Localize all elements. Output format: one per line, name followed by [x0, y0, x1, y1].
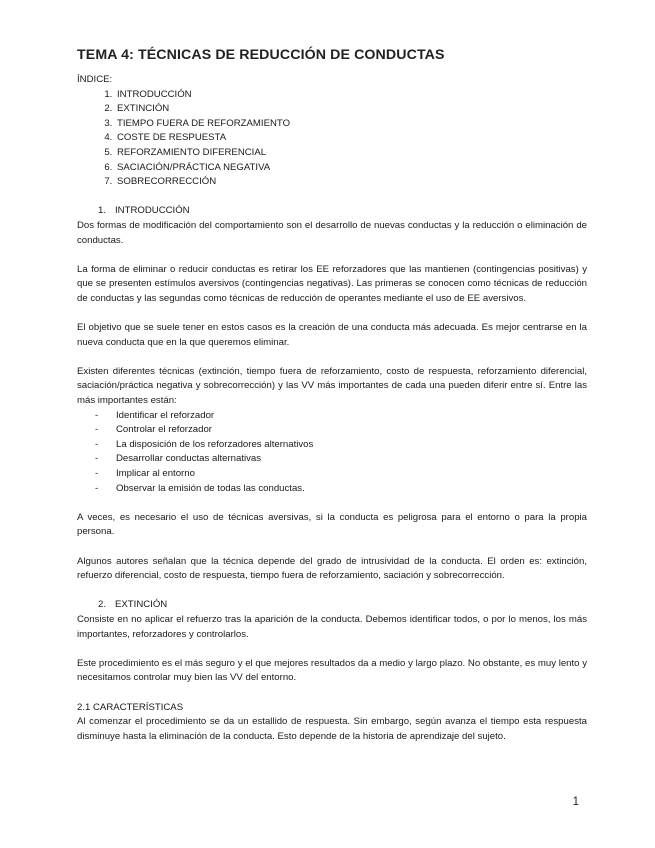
paragraph: Consiste en no aplicar el refuerzo tras la aparición de la conducta. Debemos identificar todos, o por lo menos, los más importantes, reforzadores y controlarlos. — [77, 613, 587, 640]
paragraph: Dos formas de modificación del comportamiento son el desarrollo de nuevas conductas y la reducción o eliminación de conductas. — [77, 219, 587, 246]
section-title: INTRODUCCIÓN — [115, 205, 190, 217]
list-item: - Controlar el reforzador — [95, 423, 587, 438]
paragraph: Existen diferentes técnicas (extinción, tiempo fuera de reforzamiento, costo de respuesta, reforzamiento diferencial, saciación/práctica negativa y sobrecorrección) y las VV más importantes de cada una pueden diferir entre sí. Entre las más importantes están: — [77, 365, 587, 407]
list-item: - Identificar el reforzador — [95, 409, 587, 424]
index-item: 4. COSTE DE RESPUESTA — [115, 131, 587, 146]
section-number: 1. — [98, 205, 107, 217]
bullet-list — [77, 409, 587, 497]
page-number: 1 — [572, 796, 579, 808]
paragraph: La forma de eliminar o reducir conductas es retirar los EE reforzadores que las mantienen (contingencias positivas) y que se presenten estímulos aversivos (contingencias negativas). Las primeras se conocen como técnicas de reducción de conductas y las segundas como técnicas de reducción de operantes mediante el uso de EE aversivos. — [77, 263, 587, 304]
index-list — [77, 88, 587, 190]
list-item: - Desarrollar conductas alternativas — [95, 452, 587, 467]
section-title: EXTINCIÓN — [115, 599, 168, 611]
index-item: 5. REFORZAMIENTO DIFERENCIAL — [115, 146, 587, 161]
index-item: 7. SOBRECORRECCIÓN — [115, 175, 587, 190]
index-item: 6. SACIACIÓN/PRÁCTICA NEGATIVA — [115, 161, 587, 176]
subsection-heading: 2.1 CARACTERÍSTICAS — [77, 701, 184, 713]
index-item: 2. EXTINCIÓN — [115, 102, 587, 117]
paragraph: Este procedimiento es el más seguro y el que mejores resultados da a medio y largo plazo. No obstante, es muy lento y necesitamos controlar muy bien las VV del entorno. — [77, 657, 587, 684]
section-number: 2. — [98, 599, 107, 611]
section-heading-extincion — [77, 598, 587, 613]
index-item: 3. TIEMPO FUERA DE REFORZAMIENTO — [115, 117, 587, 132]
index-label: ÍNDICE: — [77, 74, 113, 85]
list-item: - Implicar al entorno — [95, 467, 587, 482]
paragraph: Algunos autores señalan que la técnica depende del grado de intrusividad de la conducta. El orden es: extinción, refuerzo diferencial, costo de respuesta, tiempo fuera de reforzamiento, saciación y sobrecorrección. — [77, 555, 587, 582]
paragraph: El objetivo que se suele tener en estos casos es la creación de una conducta más adecuada. Es mejor centrarse en la nueva conducta que en la que queremos eliminar. — [77, 322, 587, 348]
section-heading-introduccion — [77, 204, 587, 219]
index-item: 1. INTRODUCCIÓN — [115, 88, 587, 103]
document-title: TEMA 4: TÉCNICAS DE REDUCCIÓN DE CONDUCTAS — [77, 47, 445, 63]
list-item: - La disposición de los reforzadores alternativos — [95, 438, 587, 453]
paragraph: Al comenzar el procedimiento se da un estallido de respuesta. Sin embargo, según avanza el tiempo esta respuesta disminuye hasta la eliminación de la conducta. Esto depende de la historia de aprendizaje del sujeto. — [77, 716, 587, 742]
list-item: - Observar la emisión de todas las conductas. — [95, 482, 587, 497]
document-page — [77, 46, 587, 744]
paragraph: A veces, es necesario el uso de técnicas aversivas, si la conducta es peligrosa para el entorno o para la propia persona. — [77, 511, 587, 538]
